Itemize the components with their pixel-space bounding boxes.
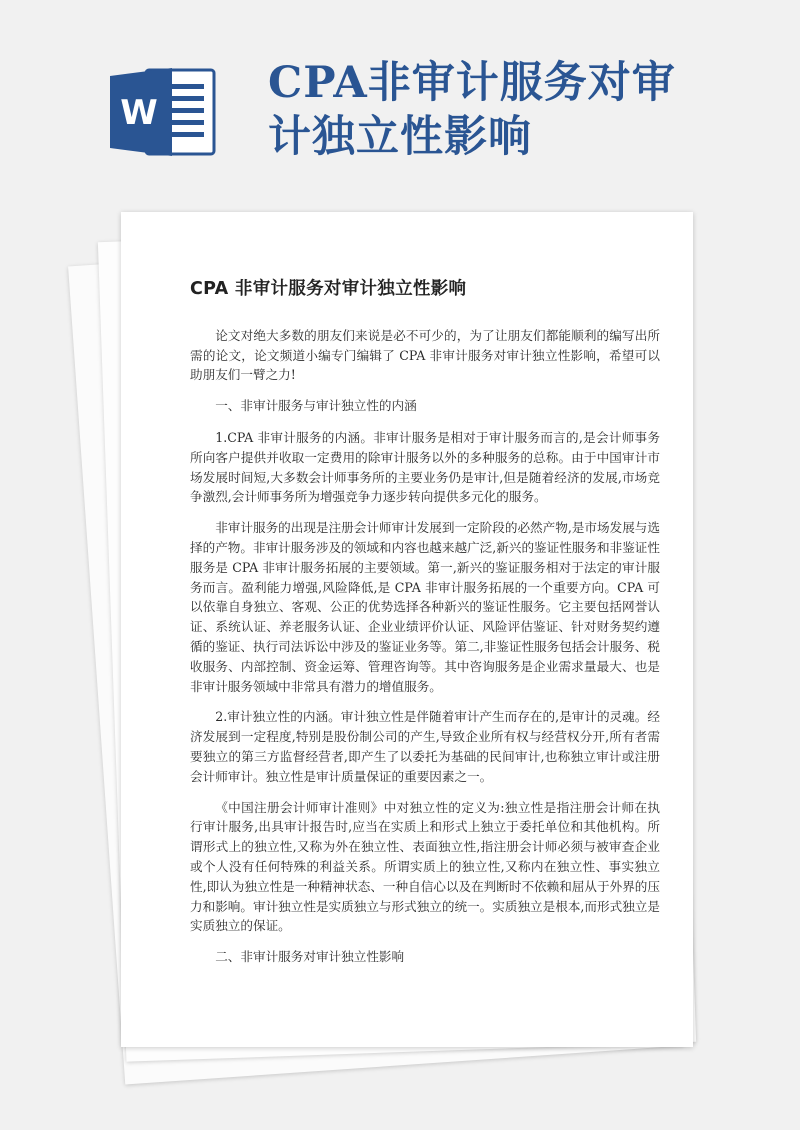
paragraph-independence-standard: 《中国注册会计师审计准则》中对独立性的定义为:独立性是指注册会计师在执行审计服务,出具审计报告时,应当在实质上和形式上独立于委托单位和其他机构。所谓形式上的独立性,又称为外在独立性、表面独立性,指注册会计师必须与被审查企业或个人没有任何特殊的利益关系。所谓实质上的独立性,又称内在独立性、事实独立性,即认为独立性是一种精神状态、一种自信心以及在判断时不依赖和屈从于外界的压力和影响。审计独立性是实质独立与形式独立的统一。实质独立是根本,而形式独立是实质独立的保证。 (190, 799, 660, 934)
document-title: CPA 非审计服务对审计独立性影响 (190, 279, 467, 299)
section-heading-1: 一、非审计服务与审计独立性的内涵 (215, 398, 417, 414)
paragraph-non-audit-scope: 非审计服务的出现是注册会计师审计发展到一定阶段的必然产物,是市场发展与选择的产物。非审计服务涉及的领域和内容也越来越广泛,新兴的鉴证性服务和非鉴证性服务是 CPA 非审计服务拓展的主要领域。第一,新兴的鉴证服务相对于法定的审计服务而言。盈利能力增强,风险降低,是 CPA 非审计服务拓展的一个重要方向。CPA 可以依靠自身独立、客观、公正的优势选择各种新兴的鉴证性服务。它主要包括网誉认证、系统认证、养老服务认证、企业业绩评价认证、风险评估鉴证、针对财务契约遵循的鉴证、执行司法诉讼中涉及的鉴证业务等。第二,非鉴证性服务包括会计服务、税收服务、内部控制、资金运筹、管理咨询等。其中咨询服务是企业需求量最大、也是非审计服务领域中非常具有潜力的增值服务。 (190, 520, 660, 694)
paragraph-non-audit-definition: 1.CPA 非审计服务的内涵。非审计服务是相对于审计服务而言的,是会计师事务所向客户提供并收取一定费用的除审计服务以外的多种服务的总称。由于中国审计市场发展时间短,大多数会计师事务所的主要业务仍是审计,但是随着经济的发展,市场竞争激烈,会计师事务所为增强竞争力逐步转向提供多元化的服务。 (190, 429, 660, 505)
section-heading-2: 二、非审计服务对审计独立性影响 (215, 949, 405, 965)
document-body (190, 272, 660, 979)
word-icon-letter: W (120, 93, 158, 133)
paragraph-independence-definition: 2.审计独立性的内涵。审计独立性是伴随着审计产生而存在的,是审计的灵魂。经济发展到一定程度,特别是股份制公司的产生,导致企业所有权与经营权分开,所有者需要独立的第三方监督经营者,即产生了以委托为基础的民间审计,也称独立审计或注册会计师审计。独立性是审计质量保证的重要因素之一。 (190, 709, 660, 784)
paragraph-intro: 论文对绝大多数的朋友们来说是必不可少的，为了让朋友们都能顺利的编写出所需的论文，论文频道小编专门编辑了 CPA 非审计服务对审计独立性影响，希望可以助朋友们一臂之力! (190, 327, 660, 383)
banner-title: CPA非审计服务对审 计独立性影响 (268, 58, 676, 162)
